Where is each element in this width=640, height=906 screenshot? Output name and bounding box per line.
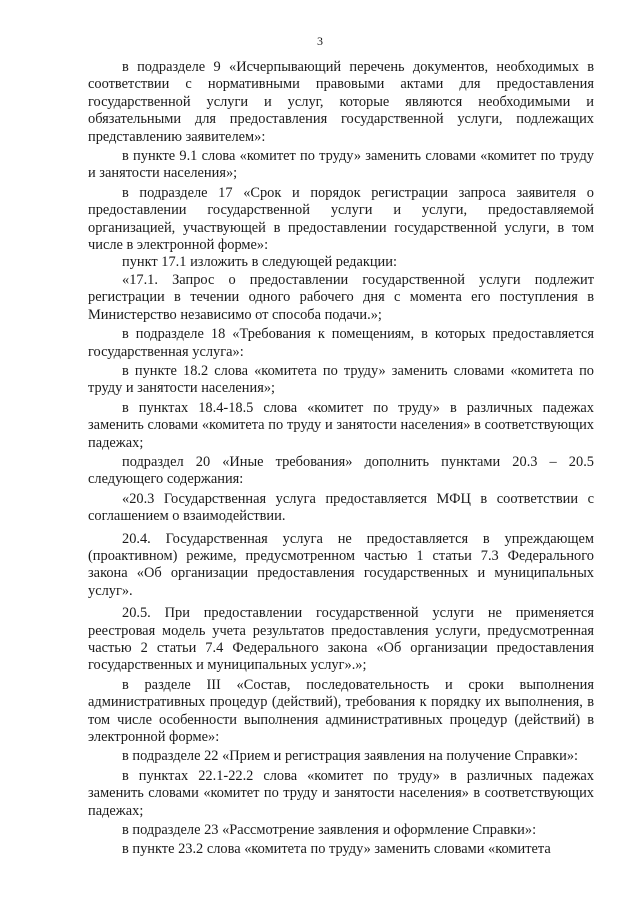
paragraph: в пунктах 18.4-18.5 слова «комитет по труду» в различных падежах заменить словами «комитета по труду и занятости населения» в соответствующих падежах; bbox=[88, 399, 594, 451]
paragraph: в пункте 18.2 слова «комитета по труду» заменить словами «комитета по труду и занятости населения»; bbox=[88, 362, 594, 397]
paragraph: 20.5. При предоставлении государственной услуги не применяется реестровая модель учета результатов предоставления услуги, предусмотренная частью 2 статьи 7.4 Федерального закона «Об организации предоставления государственных и муниципальных услуг».»; bbox=[88, 605, 594, 674]
paragraph: в пункте 9.1 слова «комитет по труду» заменить словами «комитет по труду и занятости населения»; bbox=[88, 148, 594, 182]
document-body bbox=[88, 59, 594, 859]
paragraph: в подразделе 23 «Рассмотрение заявления и оформление Справки»: bbox=[122, 822, 537, 839]
paragraph: подраздел 20 «Иные требования» дополнить пунктами 20.3 – 20.5 следующего содержания: bbox=[88, 453, 594, 488]
paragraph: в пункте 23.2 слова «комитета по труду» заменить словами «комитета bbox=[122, 841, 551, 858]
paragraph: в подразделе 17 «Срок и порядок регистрации запроса заявителя о предоставлении государственной услуги и услуги, предоставляемой организацией, участвующей в предоставлении государственной услуги, в том числе в электронной форме»: bbox=[88, 184, 594, 254]
paragraph: 20.4. Государственная услуга не предоставляется в упреждающем (проактивном) режиме, предусмотренном частью 1 статьи 7.3 Федерального закона «Об организации предоставления государственных и муниципальных услуг». bbox=[88, 530, 594, 599]
paragraph: в пунктах 22.1-22.2 слова «комитет по труду» в различных падежах заменить словами «комитет по труду и занятости населения» в соответствующих падежах; bbox=[88, 767, 594, 819]
paragraph: «20.3 Государственная услуга предоставляется МФЦ в соответствии с соглашением о взаимодействии. bbox=[88, 490, 594, 525]
page-number: 3 bbox=[317, 34, 323, 48]
paragraph: в подразделе 22 «Прием и регистрация заявления на получение Справки»: bbox=[122, 748, 579, 765]
paragraph: в подразделе 9 «Исчерпывающий перечень документов, необходимых в соответствии с нормативными правовыми актами для предоставления государственной услуги и услуг, которые являются необходимыми и обязательными для предоставления государственной услуги, подлежащих представлению заявителем»: bbox=[88, 59, 594, 145]
paragraph: в разделе III «Состав, последовательность и сроки выполнения административных процедур (действий), требования к порядку их выполнения, в том числе особенности выполнения административных процедур (действий) в электронной форме»: bbox=[88, 676, 594, 746]
paragraph: пункт 17.1 изложить в следующей редакции: bbox=[122, 254, 397, 271]
paragraph: «17.1. Запрос о предоставлении государственной услуги подлежит регистрации в течении одного рабочего дня с момента его поступления в Министерство независимо от способа подачи.»; bbox=[88, 271, 594, 323]
paragraph: в подразделе 18 «Требования к помещениям, в которых предоставляется государственная услуга»: bbox=[88, 326, 594, 360]
